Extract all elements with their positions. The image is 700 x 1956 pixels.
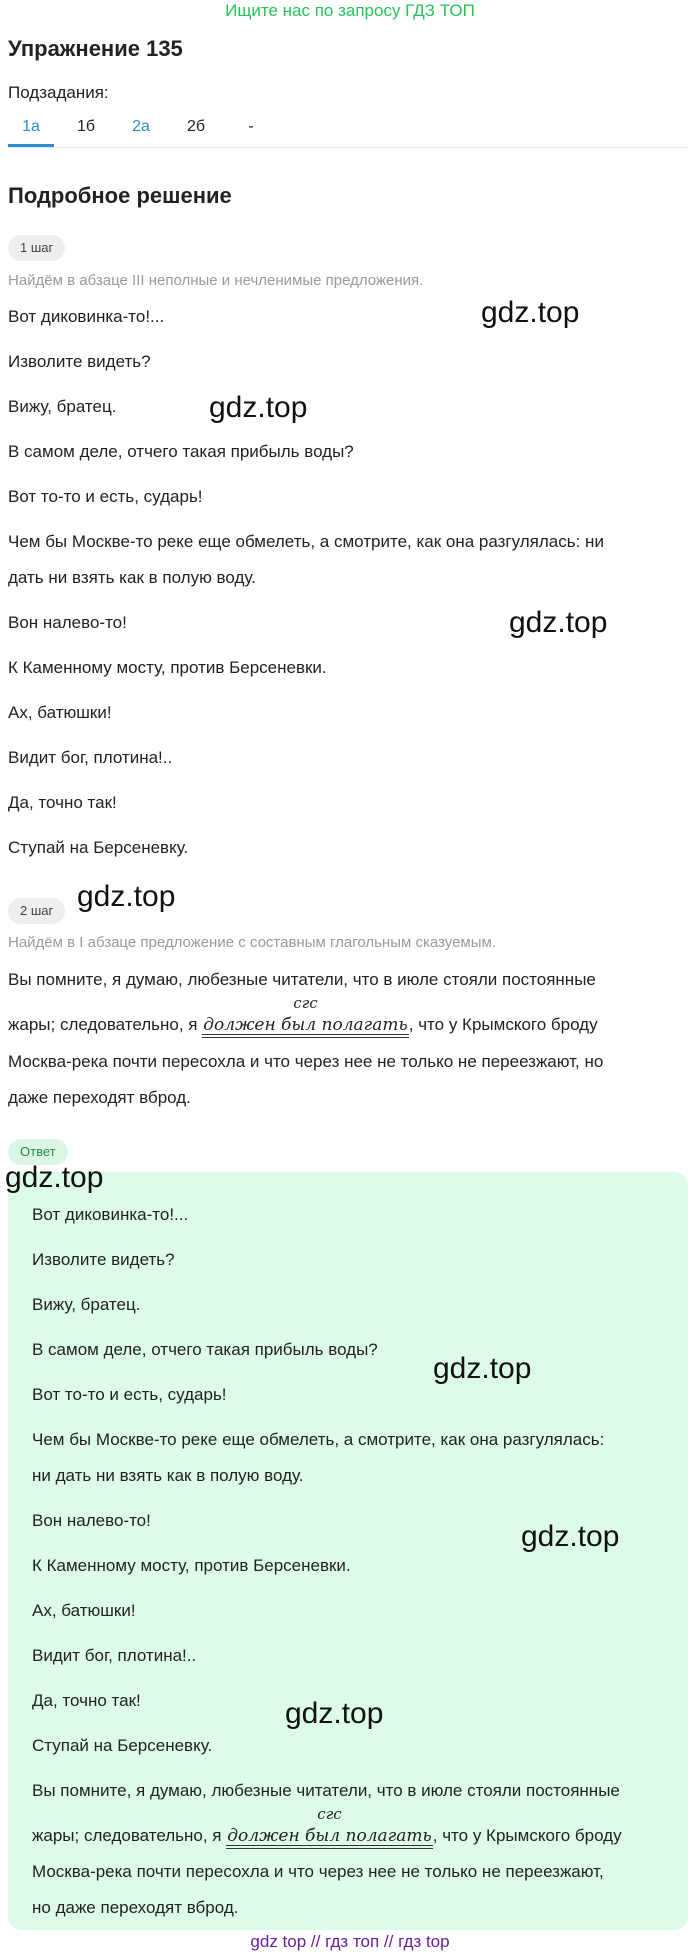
step-2-line: Вы помните, я думаю, любезные читатели, что в июле стояли постоянные <box>8 970 596 989</box>
step-2-line: даже переходят вброд. <box>8 1088 191 1107</box>
step-2-line: Москва-река почти пересохла и что через нее не только не переезжают, но <box>8 1052 604 1071</box>
subtask-tabs <box>8 113 688 148</box>
answer-line: Видит бог, плотина!.. <box>32 1646 197 1665</box>
subtasks-label: Подзадания: <box>8 83 109 102</box>
step-1-line: Вижу, братец. <box>8 397 117 416</box>
step-1-line: К Каменному мосту, против Берсеневки. <box>8 658 327 677</box>
answer-line: Ступай на Берсеневку. <box>32 1736 213 1755</box>
compound-predicate <box>226 1805 433 1849</box>
answer-line: Да, точно так! <box>32 1691 141 1710</box>
footer-links: gdz top // гдз топ // гдз top <box>250 1932 450 1951</box>
tab-1b[interactable]: 1б <box>76 118 96 135</box>
step-2-badge: 2 шаг <box>8 898 65 924</box>
answer-line: Вот диковинка-то!... <box>32 1205 189 1224</box>
predicate-text: должен был полагать <box>203 1015 408 1035</box>
step-2-line-predicate <box>8 994 598 1038</box>
answer-line: К Каменному мосту, против Берсеневки. <box>32 1556 351 1575</box>
solution-heading: Подробное решение <box>8 183 232 208</box>
text-before-predicate: жары; следовательно, я <box>8 1015 203 1034</box>
step-1-line: Чем бы Москве-то реке еще обмелеть, а смотрите, как она разгулялась: ни <box>8 532 604 551</box>
step-1-hint: Найдём в абзаце III неполные и нечленимые предложения. <box>8 272 424 289</box>
watermark: gdz.top <box>77 880 176 913</box>
answer-line-predicate <box>32 1805 622 1849</box>
exercise-title: Упражнение 135 <box>8 36 183 61</box>
step-1-line: Видит бог, плотина!.. <box>8 748 173 767</box>
watermark: gdz.top <box>509 606 608 639</box>
text-before-predicate: жары; следовательно, я <box>32 1826 227 1845</box>
answer-line: Вот то-то и есть, сударь! <box>32 1385 227 1404</box>
text-after-predicate: , что у Крымского броду <box>408 1015 598 1034</box>
tab-1a[interactable]: 1а <box>8 113 54 147</box>
predicate-label: сгс <box>317 1805 342 1823</box>
tab-2a[interactable]: 2а <box>132 118 150 135</box>
watermark: gdz.top <box>481 296 580 329</box>
answer-line: Изволите видеть? <box>32 1250 175 1269</box>
step-2-hint: Найдём в I абзаце предложение с составным глагольным сказуемым. <box>8 934 496 951</box>
watermark: gdz.top <box>433 1352 532 1385</box>
answer-line: Чем бы Москве-то реке еще обмелеть, а смотрите, как она разгулялась: <box>32 1430 605 1449</box>
step-1-line: Изволите видеть? <box>8 352 151 371</box>
answer-line: ни дать ни взять как в полую воду. <box>32 1466 304 1485</box>
answer-line: Москва-река почти пересохла и что через нее не только не переезжают, <box>32 1862 604 1881</box>
step-1-line: Вот диковинка-то!... <box>8 307 165 326</box>
step-1-line: Ступай на Берсеневку. <box>8 838 189 857</box>
predicate-label: сгс <box>293 994 318 1012</box>
watermark: gdz.top <box>5 1161 104 1194</box>
answer-line: Ах, батюшки! <box>32 1601 136 1620</box>
answer-line: В самом деле, отчего такая прибыль воды? <box>32 1340 378 1359</box>
answer-badge: Ответ <box>8 1139 68 1165</box>
step-1-line: Вот то-то и есть, сударь! <box>8 487 203 506</box>
tab-dash[interactable]: - <box>248 118 254 135</box>
step-1-line: В самом деле, отчего такая прибыль воды? <box>8 442 354 461</box>
step-1-badge: 1 шаг <box>8 235 65 261</box>
step-1-line: Ах, батюшки! <box>8 703 112 722</box>
search-banner: Ищите нас по запросу ГДЗ ТОП <box>225 1 475 20</box>
compound-predicate <box>202 994 409 1038</box>
step-1-line: дать ни взять как в полую воду. <box>8 568 256 587</box>
step-1-line: Да, точно так! <box>8 793 117 812</box>
answer-line: Вон налево-то! <box>32 1511 151 1530</box>
step-1-line: Вон налево-то! <box>8 613 127 632</box>
watermark: gdz.top <box>521 1520 620 1553</box>
answer-line: но даже переходят вброд. <box>32 1898 239 1917</box>
answer-line: Вижу, братец. <box>32 1295 141 1314</box>
tab-2b[interactable]: 2б <box>186 118 206 135</box>
watermark: gdz.top <box>209 391 308 424</box>
watermark: gdz.top <box>285 1697 384 1730</box>
text-after-predicate: , что у Крымского броду <box>432 1826 622 1845</box>
answer-line: Вы помните, я думаю, любезные читатели, что в июле стояли постоянные <box>32 1781 620 1800</box>
predicate-text: должен был полагать <box>227 1826 432 1846</box>
